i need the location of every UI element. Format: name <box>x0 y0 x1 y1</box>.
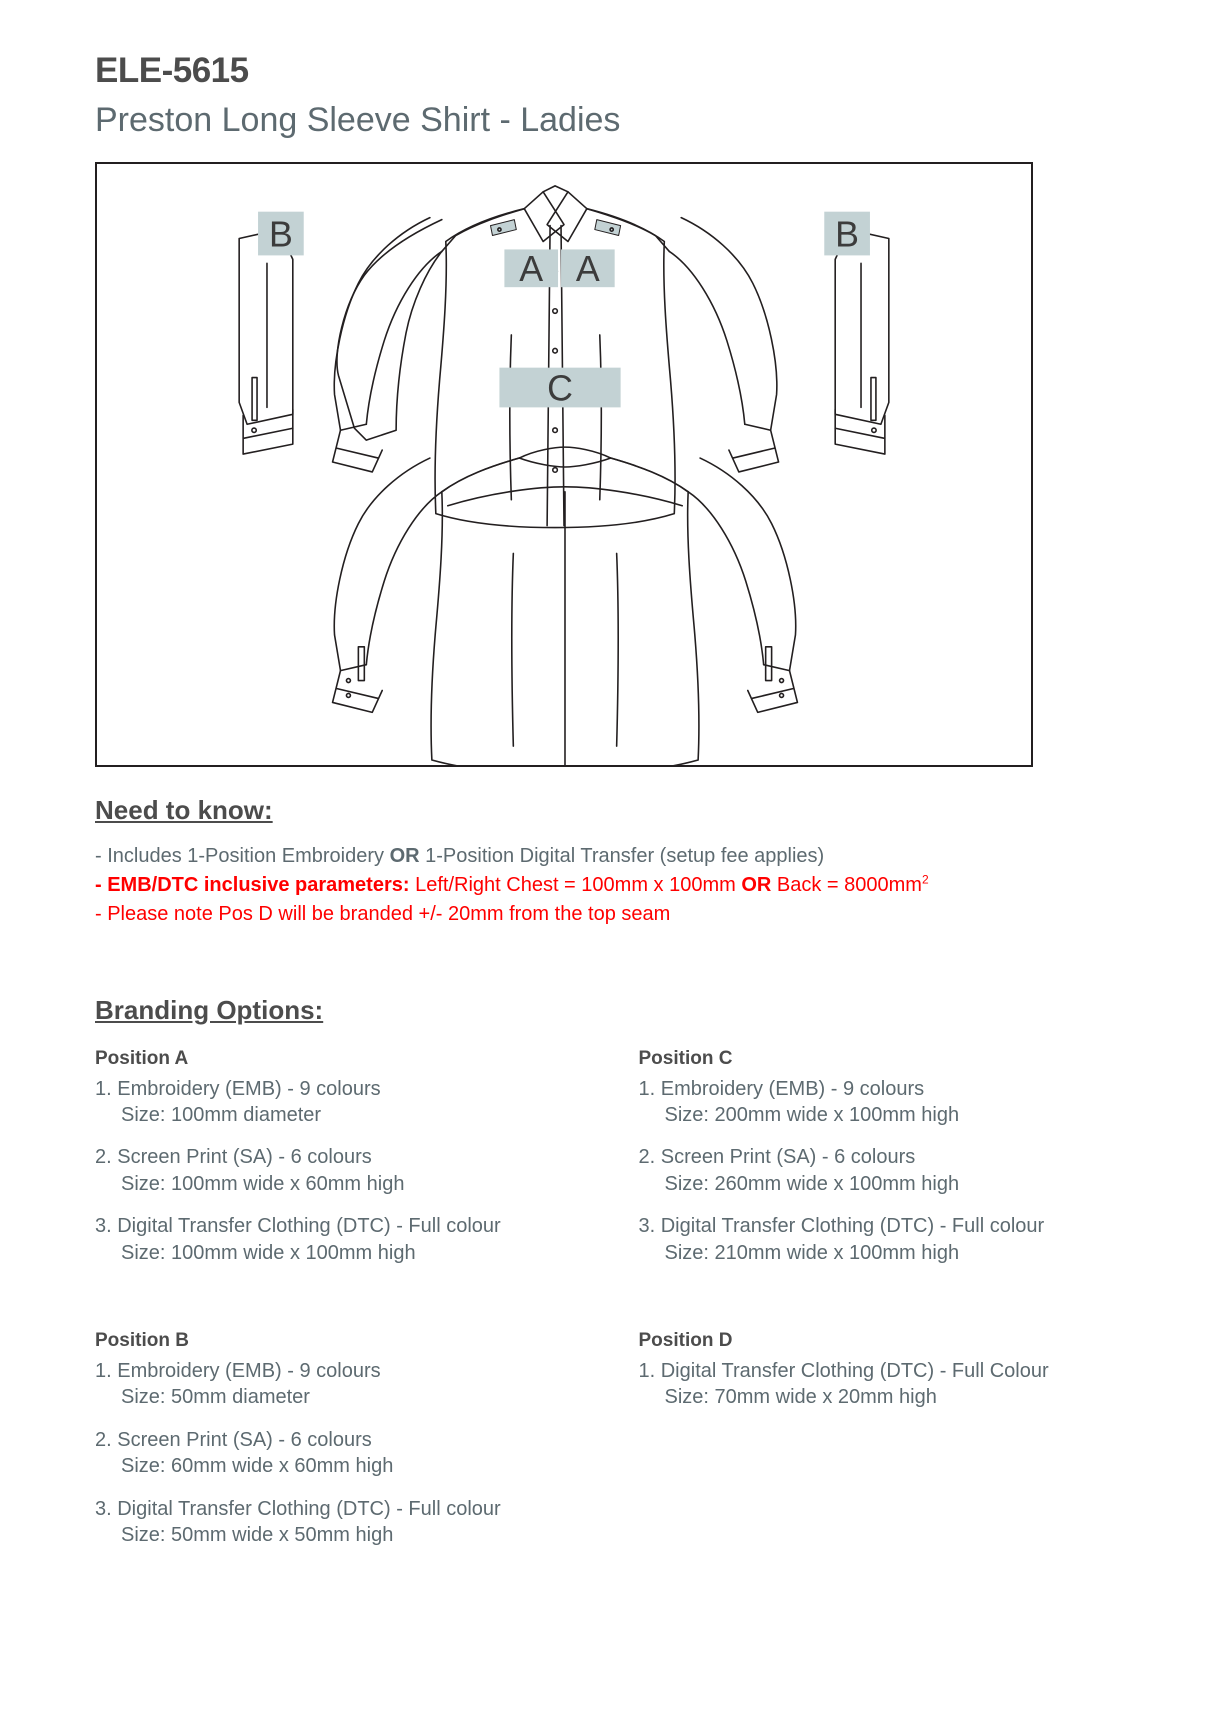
ntk-line1-part-a: - Includes 1-Position Embroidery <box>95 844 390 867</box>
position-a-option-1-size: Size: 100mm diameter <box>121 1103 322 1126</box>
position-block-d <box>639 1330 1133 1411</box>
position-b-option-1 <box>95 1358 614 1411</box>
position-block-a <box>95 1048 614 1266</box>
position-a-option-3 <box>95 1213 614 1266</box>
position-c-option-2-label: 2. Screen Print (SA) - 6 colours <box>638 1146 916 1169</box>
label-a-right: A <box>575 248 600 289</box>
position-c-option-3 <box>639 1213 1133 1266</box>
position-c-option-1-size: Size: 200mm wide x 100mm high <box>664 1103 960 1126</box>
ntk-line2-label: - EMB/DTC inclusive parameters: <box>95 873 410 896</box>
position-b-option-1-label: 1. Embroidery (EMB) - 9 colours <box>95 1359 381 1382</box>
position-a-option-3-size: Size: 100mm wide x 100mm high <box>121 1241 416 1264</box>
position-c-option-3-label: 3. Digital Transfer Clothing (DTC) - Full colour <box>638 1215 1045 1238</box>
page-title-product: Preston Long Sleeve Shirt - Ladies <box>95 100 621 139</box>
position-b-option-3-size: Size: 50mm wide x 50mm high <box>121 1523 394 1546</box>
ntk-line1-part-c: 1-Position Digital Transfer (setup fee applies) <box>419 844 825 867</box>
position-a-option-1-label: 1. Embroidery (EMB) - 9 colours <box>95 1077 381 1100</box>
position-d-option-1-label: 1. Digital Transfer Clothing (DTC) - Full Colour <box>638 1359 1049 1382</box>
position-a-option-2-label: 2. Screen Print (SA) - 6 colours <box>95 1146 372 1169</box>
need-to-know-section <box>95 795 1132 929</box>
position-b-option-1-size: Size: 50mm diameter <box>121 1386 310 1409</box>
position-block-b <box>95 1330 614 1548</box>
position-b-option-3 <box>95 1496 614 1549</box>
label-b-right: B <box>835 214 860 255</box>
position-block-c <box>639 1048 1133 1266</box>
right-sleeve-detail <box>835 229 889 454</box>
branding-options-columns <box>95 1048 1132 1549</box>
product-diagram-box <box>95 162 1033 767</box>
ntk-line2-or: OR <box>741 873 772 896</box>
need-to-know-line-3: - Please note Pos D will be branded +/- 20mm from the top seam <box>95 902 671 925</box>
position-a-option-2 <box>95 1144 614 1197</box>
ntk-line2-part-d: Back = 8000mm <box>771 873 922 896</box>
position-a-option-3-label: 3. Digital Transfer Clothing (DTC) - Full colour <box>95 1215 501 1238</box>
page-title-sku: ELE-5615 <box>95 51 249 90</box>
position-c-title: Position C <box>638 1047 733 1069</box>
label-b-left: B <box>268 214 293 255</box>
position-c-option-3-size: Size: 210mm wide x 100mm high <box>664 1241 960 1264</box>
label-a-left: A <box>519 248 544 289</box>
position-c-option-2-size: Size: 260mm wide x 100mm high <box>664 1172 960 1195</box>
position-a-option-1 <box>95 1076 614 1129</box>
branding-column-right <box>614 1048 1133 1549</box>
position-b-option-2-label: 2. Screen Print (SA) - 6 colours <box>95 1428 372 1451</box>
shirt-technical-drawing <box>97 164 1031 765</box>
position-d-option-1-size: Size: 70mm wide x 20mm high <box>664 1386 937 1409</box>
column-spacer-right <box>639 1292 1133 1330</box>
ntk-line2-superscript: 2 <box>921 871 929 886</box>
need-to-know-title: Need to know: <box>95 794 273 825</box>
branding-column-left <box>95 1048 614 1549</box>
position-c-option-1 <box>639 1076 1133 1129</box>
position-b-title: Position B <box>95 1329 189 1351</box>
position-c-option-1-label: 1. Embroidery (EMB) - 9 colours <box>638 1077 925 1100</box>
left-sleeve-detail <box>239 229 293 454</box>
ntk-line2-part-b: Left/Right Chest = 100mm x 100mm <box>409 873 742 896</box>
position-a-option-2-size: Size: 100mm wide x 60mm high <box>121 1172 405 1195</box>
position-a-title: Position A <box>95 1047 189 1069</box>
column-spacer <box>95 1292 614 1330</box>
need-to-know-line-2 <box>95 871 1132 900</box>
branding-options-section <box>95 995 1132 1549</box>
position-d-option-1 <box>639 1358 1133 1411</box>
position-b-option-2 <box>95 1427 614 1480</box>
position-d-title: Position D <box>638 1329 733 1351</box>
label-c: C <box>547 368 573 409</box>
need-to-know-line-1 <box>95 842 1132 871</box>
position-b-option-2-size: Size: 60mm wide x 60mm high <box>121 1455 394 1478</box>
branding-options-title: Branding Options: <box>95 994 324 1025</box>
position-b-option-3-label: 3. Digital Transfer Clothing (DTC) - Full colour <box>95 1497 501 1520</box>
ntk-line1-or: OR <box>389 844 420 867</box>
position-c-option-2 <box>639 1144 1133 1197</box>
shirt-back <box>333 447 798 765</box>
need-to-know-lines <box>95 842 1132 929</box>
